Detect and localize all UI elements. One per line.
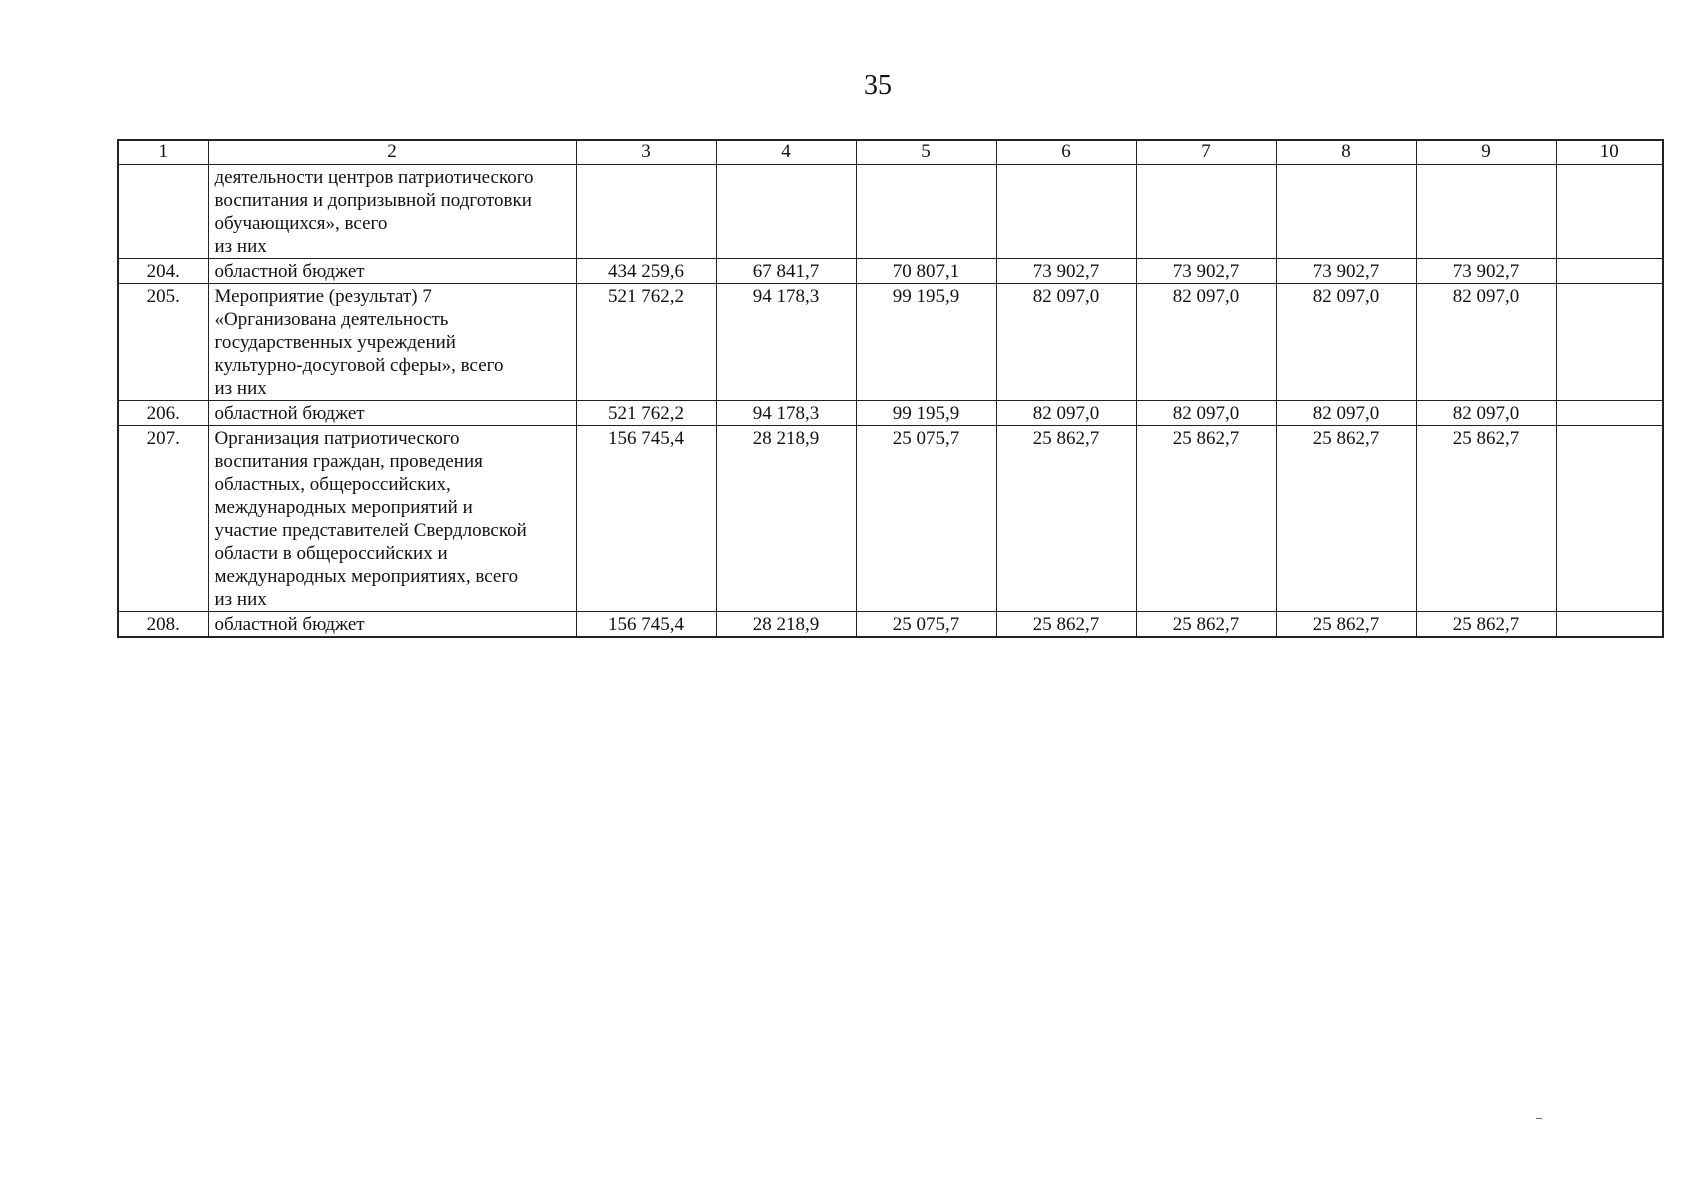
row-number-cell: 204.	[118, 259, 208, 284]
value-cell	[856, 165, 996, 259]
description-cell	[208, 401, 576, 426]
value-cell: 99 195,9	[856, 284, 996, 401]
value-cell: 94 178,3	[716, 284, 856, 401]
value-cell	[1556, 612, 1663, 638]
table-row	[118, 426, 1663, 612]
value-cell: 25 862,7	[1136, 612, 1276, 638]
description-line: международных мероприятий и	[214, 497, 473, 518]
description-line: обучающихся», всего	[214, 213, 388, 234]
description-cell	[208, 426, 576, 612]
row-number-cell: 206.	[118, 401, 208, 426]
description-line: культурно-досуговой сферы», всего	[214, 355, 504, 376]
value-cell	[1416, 165, 1556, 259]
value-cell	[576, 165, 716, 259]
row-number-cell: 208.	[118, 612, 208, 638]
value-cell: 434 259,6	[576, 259, 716, 284]
page-number: 35	[864, 70, 892, 101]
header-cell: 1	[118, 140, 208, 165]
description-line: Организация патриотического	[214, 428, 460, 449]
description-line: международных мероприятиях, всего	[214, 566, 519, 587]
value-cell: 82 097,0	[1136, 401, 1276, 426]
table-row	[118, 612, 1663, 638]
value-cell: 25 862,7	[1276, 426, 1416, 612]
value-cell: 25 862,7	[1416, 612, 1556, 638]
value-cell: 73 902,7	[1136, 259, 1276, 284]
value-cell	[1556, 426, 1663, 612]
value-cell: 82 097,0	[1136, 284, 1276, 401]
description-line: участие представителей Свердловской	[214, 520, 527, 541]
description-line: государственных учреждений	[214, 332, 456, 353]
value-cell: 521 762,2	[576, 401, 716, 426]
description-cell	[208, 612, 576, 638]
value-cell: 25 862,7	[1136, 426, 1276, 612]
description-line: «Организована деятельность	[214, 309, 449, 330]
description-cell	[208, 259, 576, 284]
value-cell: 28 218,9	[716, 426, 856, 612]
description-line: деятельности центров патриотического	[214, 167, 534, 188]
description-line: областной бюджет	[214, 261, 365, 282]
stray-mark	[1536, 1118, 1542, 1119]
description-line: из них	[214, 589, 267, 610]
value-cell	[1556, 259, 1663, 284]
header-cell: 8	[1276, 140, 1416, 165]
header-cell: 3	[576, 140, 716, 165]
row-number-cell: 207.	[118, 426, 208, 612]
description-cell	[208, 165, 576, 259]
value-cell: 70 807,1	[856, 259, 996, 284]
row-number-cell: 205.	[118, 284, 208, 401]
description-line: областных, общероссийских,	[214, 474, 451, 495]
value-cell: 82 097,0	[1276, 401, 1416, 426]
header-cell: 4	[716, 140, 856, 165]
value-cell: 73 902,7	[1416, 259, 1556, 284]
header-cell: 2	[208, 140, 576, 165]
header-cell: 9	[1416, 140, 1556, 165]
header-cell: 10	[1556, 140, 1663, 165]
value-cell: 25 862,7	[1276, 612, 1416, 638]
header-cell: 7	[1136, 140, 1276, 165]
value-cell	[1136, 165, 1276, 259]
value-cell: 156 745,4	[576, 612, 716, 638]
description-line: областной бюджет	[214, 403, 365, 424]
value-cell: 94 178,3	[716, 401, 856, 426]
value-cell: 25 075,7	[856, 612, 996, 638]
value-cell: 73 902,7	[996, 259, 1136, 284]
value-cell: 99 195,9	[856, 401, 996, 426]
table-header-row	[118, 140, 1663, 165]
value-cell	[716, 165, 856, 259]
value-cell: 82 097,0	[1416, 284, 1556, 401]
value-cell	[1556, 284, 1663, 401]
value-cell: 156 745,4	[576, 426, 716, 612]
table-row	[118, 401, 1663, 426]
budget-table	[117, 139, 1664, 638]
description-line: области в общероссийских и	[214, 543, 448, 564]
value-cell: 82 097,0	[996, 401, 1136, 426]
header-cell: 5	[856, 140, 996, 165]
value-cell: 28 218,9	[716, 612, 856, 638]
description-line: из них	[214, 378, 267, 399]
value-cell	[1556, 401, 1663, 426]
value-cell	[1276, 165, 1416, 259]
description-line: из них	[214, 236, 267, 257]
description-cell	[208, 284, 576, 401]
header-cell: 6	[996, 140, 1136, 165]
value-cell: 25 075,7	[856, 426, 996, 612]
value-cell	[996, 165, 1136, 259]
value-cell: 73 902,7	[1276, 259, 1416, 284]
value-cell: 82 097,0	[996, 284, 1136, 401]
value-cell: 25 862,7	[996, 612, 1136, 638]
row-number-cell	[118, 165, 208, 259]
value-cell: 82 097,0	[1416, 401, 1556, 426]
table-row	[118, 284, 1663, 401]
table-row	[118, 165, 1663, 259]
description-line: областной бюджет	[214, 614, 365, 635]
value-cell: 25 862,7	[1416, 426, 1556, 612]
value-cell	[1556, 165, 1663, 259]
value-cell: 67 841,7	[716, 259, 856, 284]
value-cell: 25 862,7	[996, 426, 1136, 612]
table-row	[118, 259, 1663, 284]
description-line: воспитания и допризывной подготовки	[214, 190, 532, 211]
description-line: Мероприятие (результат) 7	[214, 286, 432, 307]
value-cell: 82 097,0	[1276, 284, 1416, 401]
value-cell: 521 762,2	[576, 284, 716, 401]
description-line: воспитания граждан, проведения	[214, 451, 483, 472]
